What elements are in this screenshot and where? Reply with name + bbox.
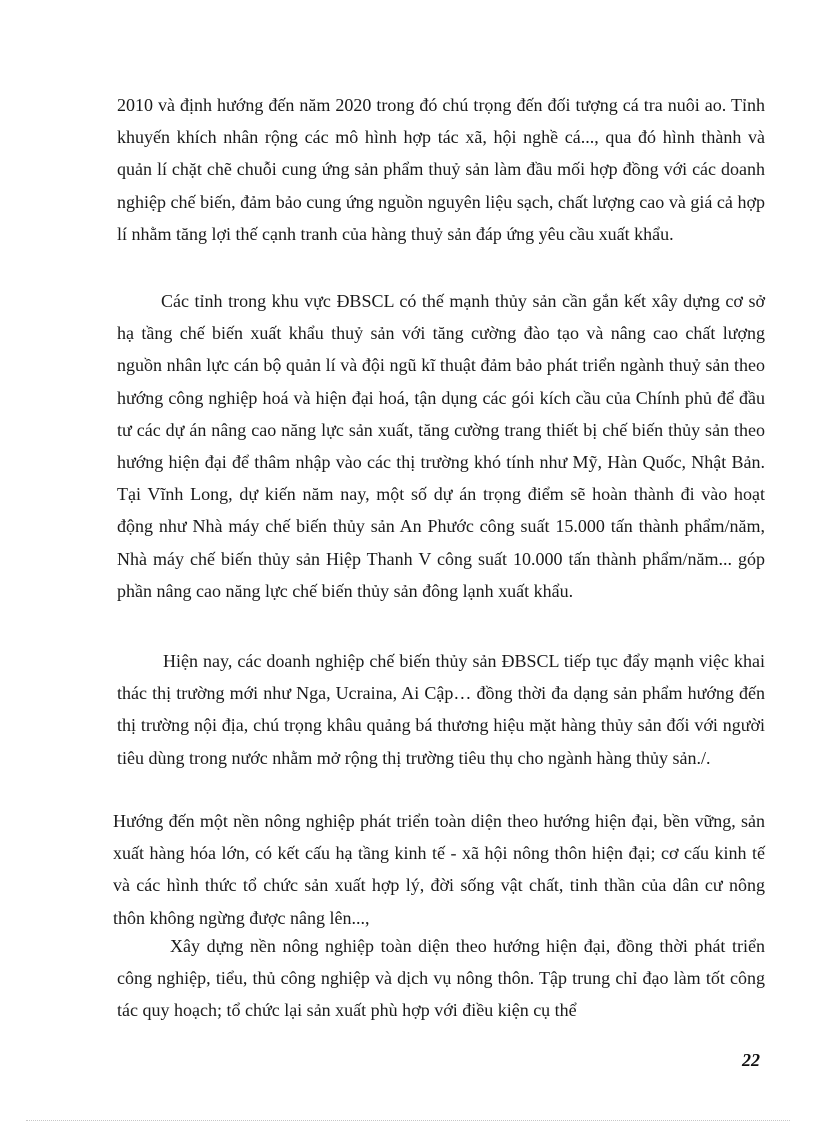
paragraph-text: Hiện nay, các doanh nghiệp chế biến thủy sản ĐBSCL tiếp tục đẩy mạnh việc khai thác thị trường mới như Nga, Ucraina, Ai Cập… đồng thời đa dạng sản phẩm hướng đến thị trường nội địa, chú trọng khâu quảng bá thương hiệu mặt hàng thủy sản đối với người tiêu dùng trong nước nhằm mở rộng thị trường tiêu thụ cho ngành hàng thủy sản./. [117, 651, 765, 768]
paragraph-agriculture-goal [113, 805, 765, 934]
paragraph-continuation [117, 89, 765, 250]
paragraph-text: Xây dựng nền nông nghiệp toàn diện theo hướng hiện đại, đồng thời phát triển công nghiệp, tiểu, thủ công nghiệp và dịch vụ nông thôn. Tập trung chỉ đạo làm tốt công tác quy hoạch; tổ chức lại sản xuất phù hợp với điều kiện cụ thể [117, 936, 765, 1021]
footer-dotted-rule [26, 1120, 790, 1121]
paragraph-new-markets [117, 645, 765, 774]
page-number: 22 [742, 1050, 760, 1070]
paragraph-text: Hướng đến một nền nông nghiệp phát triển toàn diện theo hướng hiện đại, bền vững, sản xuất hàng hóa lớn, có kết cấu hạ tầng kinh tế - xã hội nông thôn hiện đại; cơ cấu kinh tế và các hình thức tổ chức sản xuất hợp lý, đời sống vật chất, tinh thần của dân cư nông thôn không ngừng được nâng lên..., [113, 811, 765, 928]
paragraph-text: 2010 và định hướng đến năm 2020 trong đó chú trọng đến đối tượng cá tra nuôi ao. Tỉnh khuyến khích nhân rộng các mô hình hợp tác xã, hội nghề cá..., qua đó hình thành và quản lí chặt chẽ chuỗi cung ứng sản phẩm thuỷ sản làm đầu mối hợp đồng với các doanh nghiệp chế biến, đảm bảo cung ứng nguồn nguyên liệu sạch, chất lượng cao và giá cả hợp lí nhằm tăng lợi thế cạnh tranh của hàng thuỷ sản đáp ứng yêu cầu xuất khẩu. [117, 95, 765, 244]
paragraph-text: Các tỉnh trong khu vực ĐBSCL có thế mạnh thủy sản cần gắn kết xây dựng cơ sở hạ tầng chế biến xuất khẩu thuỷ sản với tăng cường đào tạo và nâng cao chất lượng nguồn nhân lực cán bộ quản lí và đội ngũ kĩ thuật đảm bảo phát triển ngành thuỷ sản theo hướng công nghiệp hoá và hiện đại hoá, tận dụng các gói kích cầu của Chính phủ để đầu tư các dự án nâng cao năng lực sản xuất, tăng cường trang thiết bị chế biến thủy sản theo hướng hiện đại để thâm nhập vào các thị trường khó tính như Mỹ, Hàn Quốc, Nhật Bản. Tại Vĩnh Long, dự kiến năm nay, một số dự án trọng điểm sẽ hoàn thành đi vào hoạt động như Nhà máy chế biến thủy sản An Phước công suất 15.000 tấn thành phẩm/năm, Nhà máy chế biến thủy sản Hiệp Thanh V công suất 10.000 tấn thành phẩm/năm... góp phần nâng cao năng lực chế biến thủy sản đông lạnh xuất khẩu. [117, 291, 765, 601]
paragraph-mekong-processing [117, 285, 765, 607]
paragraph-modern-agriculture [117, 930, 765, 1027]
